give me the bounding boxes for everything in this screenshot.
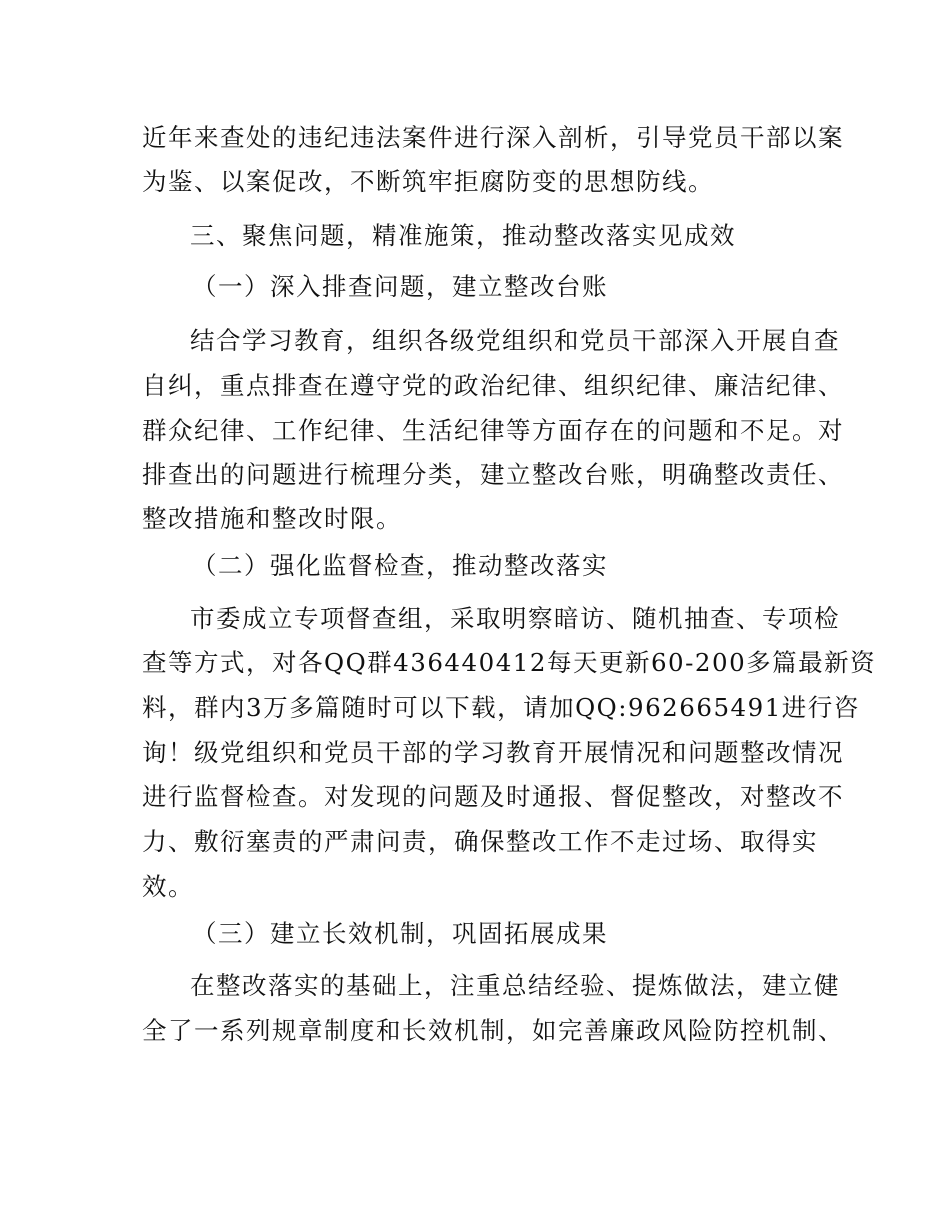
body-text-line: 效。 bbox=[142, 872, 194, 901]
paragraph-first-line: 市委成立专项督查组，采取明察暗访、随机抽查、专项检 bbox=[190, 604, 840, 633]
body-text-line: 查等方式，对各QQ群436440412每天更新60-200多篇最新资 bbox=[142, 648, 877, 677]
body-text-line: 自纠，重点排查在遵守党的政治纪律、组织纪律、廉洁纪律、 bbox=[142, 371, 844, 400]
subsection-heading: （三）建立长效机制，巩固拓展成果 bbox=[192, 919, 608, 948]
body-text-line: 询！级党组织和党员干部的学习教育开展情况和问题整改情况 bbox=[142, 738, 844, 767]
subsection-heading: （二）强化监督检查，推动整改落实 bbox=[192, 551, 608, 580]
body-text-line: 近年来查处的违纪违法案件进行深入剖析，引导党员干部以案 bbox=[142, 123, 844, 152]
section-heading: 三、聚焦问题，精准施策，推动整改落实见成效 bbox=[190, 221, 736, 250]
paragraph-first-line: 结合学习教育，组织各级党组织和党员干部深入开展自查 bbox=[190, 326, 840, 355]
body-text-line: 全了一系列规章制度和长效机制，如完善廉政风险防控机制、 bbox=[142, 1016, 844, 1045]
body-text-line: 力、敷衍塞责的严肃问责，确保整改工作不走过场、取得实 bbox=[142, 827, 818, 856]
body-text-line: 排查出的问题进行梳理分类，建立整改台账，明确整改责任、 bbox=[142, 460, 844, 489]
body-text-line: 为鉴、以案促改，不断筑牢拒腐防变的思想防线。 bbox=[142, 167, 714, 196]
subsection-heading: （一）深入排查问题，建立整改台账 bbox=[192, 272, 608, 301]
body-text-line: 整改措施和整改时限。 bbox=[142, 504, 402, 533]
paragraph-first-line: 在整改落实的基础上，注重总结经验、提炼做法，建立健 bbox=[190, 971, 840, 1000]
body-text-line: 料，群内3万多篇随时可以下载，请加QQ:962665491进行咨 bbox=[142, 693, 860, 722]
body-text-line: 群众纪律、工作纪律、生活纪律等方面存在的问题和不足。对 bbox=[142, 416, 844, 445]
body-text-line: 进行监督检查。对发现的问题及时通报、督促整改，对整改不 bbox=[142, 782, 844, 811]
